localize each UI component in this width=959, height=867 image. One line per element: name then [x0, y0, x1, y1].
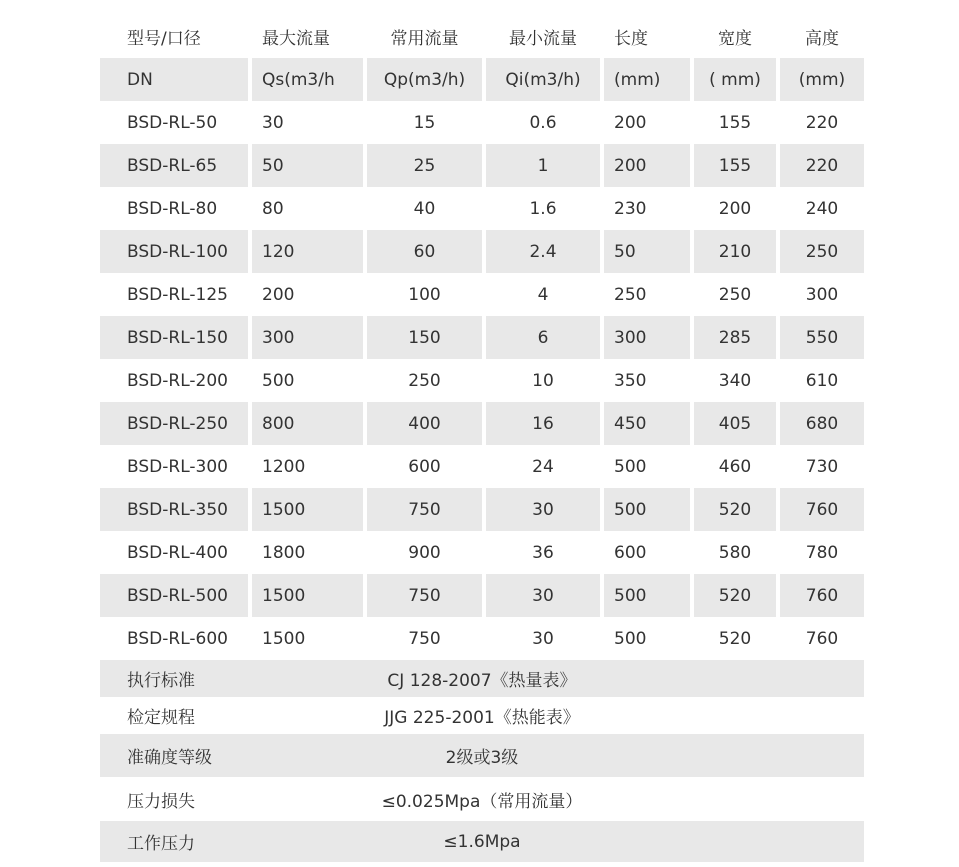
- table-row: [100, 230, 864, 273]
- cell-max-flow: 最大流量: [262, 29, 330, 49]
- cell-model: BSD-RL-100: [100, 230, 248, 273]
- cell-width: 460: [718, 456, 752, 477]
- cell-common-flow: 750: [367, 574, 482, 617]
- cell-height: 760: [780, 574, 864, 617]
- cell-common-flow: 常用流量: [390, 29, 459, 49]
- cell-length: 200: [614, 112, 647, 133]
- table-row: [100, 617, 864, 660]
- cell-height: 300: [805, 284, 839, 305]
- cell-height: 220: [805, 112, 839, 133]
- cell-max-flow: 1500: [262, 628, 306, 649]
- spec-label: 执行标准: [127, 671, 195, 691]
- cell-max-flow: 1500: [252, 574, 363, 617]
- cell-min-flow: 1.6: [529, 198, 557, 219]
- spec-notes: [100, 660, 864, 862]
- table-row: [100, 101, 864, 144]
- cell-common-flow: 400: [367, 402, 482, 445]
- spec-label: 工作压力: [127, 834, 195, 854]
- cell-common-flow: 60: [367, 230, 482, 273]
- table-row: [100, 402, 864, 445]
- spec-label: 检定规程: [127, 708, 195, 728]
- cell-model: 型号/口径: [127, 29, 201, 49]
- cell-model: BSD-RL-250: [100, 402, 248, 445]
- header-row-units: [100, 58, 864, 101]
- cell-common-flow: 15: [413, 112, 436, 133]
- spec-value: CJ 128-2007《热量表》: [387, 671, 577, 691]
- cell-width: 520: [694, 574, 776, 617]
- cell-common-flow: 150: [367, 316, 482, 359]
- cell-min-flow: 16: [486, 402, 600, 445]
- cell-model: BSD-RL-500: [100, 574, 248, 617]
- cell-min-flow: 1: [486, 144, 600, 187]
- cell-common-flow: Qp(m3/h): [367, 58, 482, 101]
- cell-length: 600: [614, 542, 647, 563]
- cell-model: BSD-RL-200: [127, 370, 228, 391]
- cell-max-flow: 50: [252, 144, 363, 187]
- cell-max-flow: 30: [262, 112, 284, 133]
- spec-row: [100, 734, 864, 777]
- cell-width: 155: [718, 112, 752, 133]
- cell-common-flow: 900: [408, 542, 441, 563]
- cell-common-flow: 250: [408, 370, 441, 391]
- cell-model: BSD-RL-125: [127, 284, 228, 305]
- cell-length: 300: [604, 316, 690, 359]
- header-row-names: [100, 15, 864, 58]
- cell-min-flow: 2.4: [486, 230, 600, 273]
- cell-length: 450: [604, 402, 690, 445]
- cell-width: 宽度: [718, 29, 752, 49]
- cell-length: 长度: [614, 29, 648, 49]
- table-row: [100, 144, 864, 187]
- cell-common-flow: 750: [367, 488, 482, 531]
- cell-height: 高度: [805, 29, 839, 49]
- cell-min-flow: 0.6: [529, 112, 557, 133]
- spec-value: JJG 225-2001《热能表》: [384, 708, 580, 728]
- cell-width: ( mm): [694, 58, 776, 101]
- cell-width: 155: [694, 144, 776, 187]
- cell-length: 350: [614, 370, 647, 391]
- cell-length: 500: [614, 628, 647, 649]
- cell-min-flow: 6: [486, 316, 600, 359]
- spec-sheet: [100, 15, 864, 862]
- cell-model: BSD-RL-350: [100, 488, 248, 531]
- cell-height: 220: [780, 144, 864, 187]
- cell-common-flow: 25: [367, 144, 482, 187]
- cell-model: BSD-RL-400: [127, 542, 228, 563]
- cell-width: 520: [694, 488, 776, 531]
- cell-max-flow: 120: [252, 230, 363, 273]
- cell-length: 50: [604, 230, 690, 273]
- cell-min-flow: 36: [532, 542, 554, 563]
- cell-height: (mm): [780, 58, 864, 101]
- cell-model: BSD-RL-80: [127, 198, 218, 219]
- cell-max-flow: 800: [252, 402, 363, 445]
- cell-max-flow: Qs(m3/h: [252, 58, 363, 101]
- cell-width: 200: [718, 198, 752, 219]
- cell-model: BSD-RL-150: [100, 316, 248, 359]
- cell-max-flow: 1800: [262, 542, 306, 563]
- cell-min-flow: 30: [532, 628, 554, 649]
- table-row: [100, 574, 864, 617]
- cell-height: 240: [805, 198, 839, 219]
- cell-model: BSD-RL-65: [100, 144, 248, 187]
- table-row: [100, 187, 864, 230]
- spec-value: 2级或3级: [445, 748, 519, 768]
- cell-model: BSD-RL-600: [127, 628, 228, 649]
- cell-max-flow: 300: [252, 316, 363, 359]
- cell-width: 340: [718, 370, 752, 391]
- cell-max-flow: 80: [262, 198, 284, 219]
- spec-row: [100, 697, 864, 734]
- cell-height: 550: [780, 316, 864, 359]
- table-row: [100, 531, 864, 574]
- cell-height: 760: [805, 628, 839, 649]
- table-row: [100, 445, 864, 488]
- table-row: [100, 488, 864, 531]
- cell-length: 500: [614, 456, 647, 477]
- cell-common-flow: 100: [408, 284, 441, 305]
- table-row: [100, 273, 864, 316]
- spec-label: 准确度等级: [127, 748, 212, 768]
- spec-row: [100, 660, 864, 697]
- cell-height: 730: [805, 456, 839, 477]
- cell-height: 680: [780, 402, 864, 445]
- cell-min-flow: 4: [537, 284, 549, 305]
- cell-length: 500: [604, 488, 690, 531]
- table-row: [100, 316, 864, 359]
- cell-min-flow: 30: [486, 488, 600, 531]
- cell-length: 500: [604, 574, 690, 617]
- cell-width: 580: [718, 542, 752, 563]
- cell-max-flow: 200: [262, 284, 295, 305]
- table-row: [100, 359, 864, 402]
- cell-length: 200: [604, 144, 690, 187]
- cell-width: 520: [718, 628, 752, 649]
- cell-height: 760: [780, 488, 864, 531]
- cell-model: BSD-RL-300: [127, 456, 228, 477]
- spec-label: 压力损失: [127, 791, 195, 812]
- spec-value: ≤0.025Mpa（常用流量）: [381, 791, 583, 812]
- cell-common-flow: 40: [413, 198, 436, 219]
- cell-length: (mm): [604, 58, 690, 101]
- cell-width: 250: [718, 284, 752, 305]
- cell-length: 230: [614, 198, 647, 219]
- cell-max-flow: 500: [262, 370, 295, 391]
- cell-width: 405: [694, 402, 776, 445]
- cell-min-flow: 10: [532, 370, 554, 391]
- cell-length: 250: [614, 284, 647, 305]
- spec-row: [100, 821, 864, 862]
- cell-width: 210: [694, 230, 776, 273]
- cell-max-flow: 1200: [262, 456, 306, 477]
- cell-common-flow: 600: [408, 456, 441, 477]
- cell-height: 780: [805, 542, 839, 563]
- cell-min-flow: 最小流量: [509, 29, 577, 49]
- cell-min-flow: 24: [532, 456, 554, 477]
- cell-width: 285: [694, 316, 776, 359]
- spec-row: [100, 777, 864, 821]
- cell-max-flow: 1500: [252, 488, 363, 531]
- cell-min-flow: 30: [486, 574, 600, 617]
- spec-table: [100, 15, 864, 660]
- spec-value: ≤1.6Mpa: [443, 831, 521, 852]
- cell-model: DN: [100, 58, 248, 101]
- cell-min-flow: Qi(m3/h): [486, 58, 600, 101]
- cell-model: BSD-RL-50: [127, 112, 218, 133]
- cell-height: 250: [780, 230, 864, 273]
- cell-height: 610: [805, 370, 839, 391]
- cell-common-flow: 750: [408, 628, 441, 649]
